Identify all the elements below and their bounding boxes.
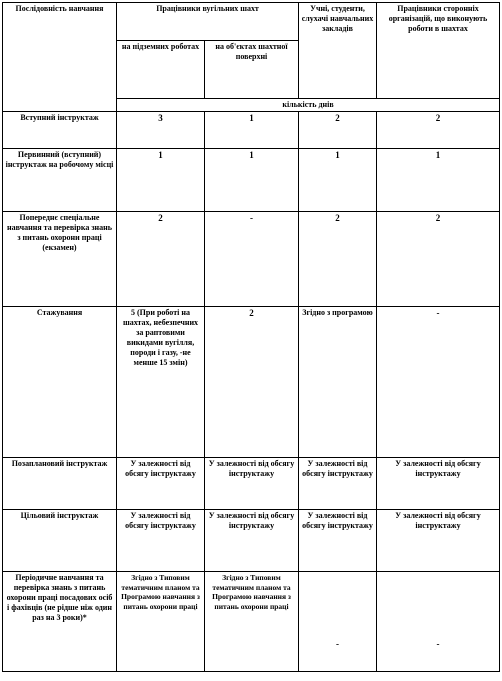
cell-students: - — [299, 572, 377, 672]
cell-contractors: 2 — [377, 112, 500, 149]
table-row — [3, 572, 500, 672]
table-row — [3, 307, 500, 458]
cell-students: У залежності від обсягу інструктажу — [299, 510, 377, 572]
header-contractors: Працівники сторонніх організацій, що виконують роботи в шахтах — [377, 3, 500, 99]
cell-surface: У залежності від обсягу інструктажу — [205, 510, 299, 572]
header-underground-workers: Працівники вугільних шахт — [117, 3, 299, 41]
cell-underground: 1 — [117, 149, 205, 212]
row-label: Первинний (вступний) інструктаж на робочому місці — [3, 149, 117, 212]
cell-underground: У залежності від обсягу інструктажу — [117, 458, 205, 510]
cell-underground: Згідно з Типовим тематичним планом та Програмою навчання з питань охорони праці — [117, 572, 205, 672]
cell-surface: Згідно з Типовим тематичним планом та Програмою навчання з питань охорони праці — [205, 572, 299, 672]
days-label: кількість днів — [117, 99, 500, 112]
header-sequence: Послідовність навчання — [3, 3, 117, 112]
table-row — [3, 458, 500, 510]
row-label: Стажування — [3, 307, 117, 458]
row-label: Позаплановий інструктаж — [3, 458, 117, 510]
cell-contractors: 2 — [377, 212, 500, 307]
header-row — [3, 3, 500, 41]
training-table — [2, 2, 500, 672]
cell-underground: 3 — [117, 112, 205, 149]
cell-students: Згідно з програмою — [299, 307, 377, 458]
header-students: Учні, студенти, слухачі навчальних закладів — [299, 3, 377, 99]
table-row — [3, 112, 500, 149]
cell-contractors: - — [377, 307, 500, 458]
row-label: Вступний інструктаж — [3, 112, 117, 149]
row-label: Попереднє спеціальне навчання та перевірка знань з питань охорони праці (екзамен) — [3, 212, 117, 307]
table-row — [3, 149, 500, 212]
cell-students: 2 — [299, 212, 377, 307]
cell-students: 2 — [299, 112, 377, 149]
table-row — [3, 510, 500, 572]
cell-underground: 5 (При роботі на шахтах, небезпечних за раптовими викидами вугілля, породи і газу, -не менше 15 змін) — [117, 307, 205, 458]
cell-students: 1 — [299, 149, 377, 212]
table-row — [3, 212, 500, 307]
cell-underground: 2 — [117, 212, 205, 307]
cell-contractors: - — [377, 572, 500, 672]
cell-contractors: У залежності від обсягу інструктажу — [377, 458, 500, 510]
cell-contractors: 1 — [377, 149, 500, 212]
cell-surface: У залежності від обсягу інструктажу — [205, 458, 299, 510]
row-label: Періодичне навчання та перевірка знань з питань охорони праці посадових осіб і фахівців (не рідше ніж один раз на 3 роки)* — [3, 572, 117, 672]
cell-surface: 1 — [205, 112, 299, 149]
cell-surface: - — [205, 212, 299, 307]
cell-students: У залежності від обсягу інструктажу — [299, 458, 377, 510]
subheader-underground: на підземних роботах — [117, 41, 205, 99]
subheader-surface: на об'єктах шахтної поверхні — [205, 41, 299, 99]
cell-underground: У залежності від обсягу інструктажу — [117, 510, 205, 572]
cell-surface: 2 — [205, 307, 299, 458]
cell-contractors: У залежності від обсягу інструктажу — [377, 510, 500, 572]
row-label: Цільовий інструктаж — [3, 510, 117, 572]
cell-surface: 1 — [205, 149, 299, 212]
